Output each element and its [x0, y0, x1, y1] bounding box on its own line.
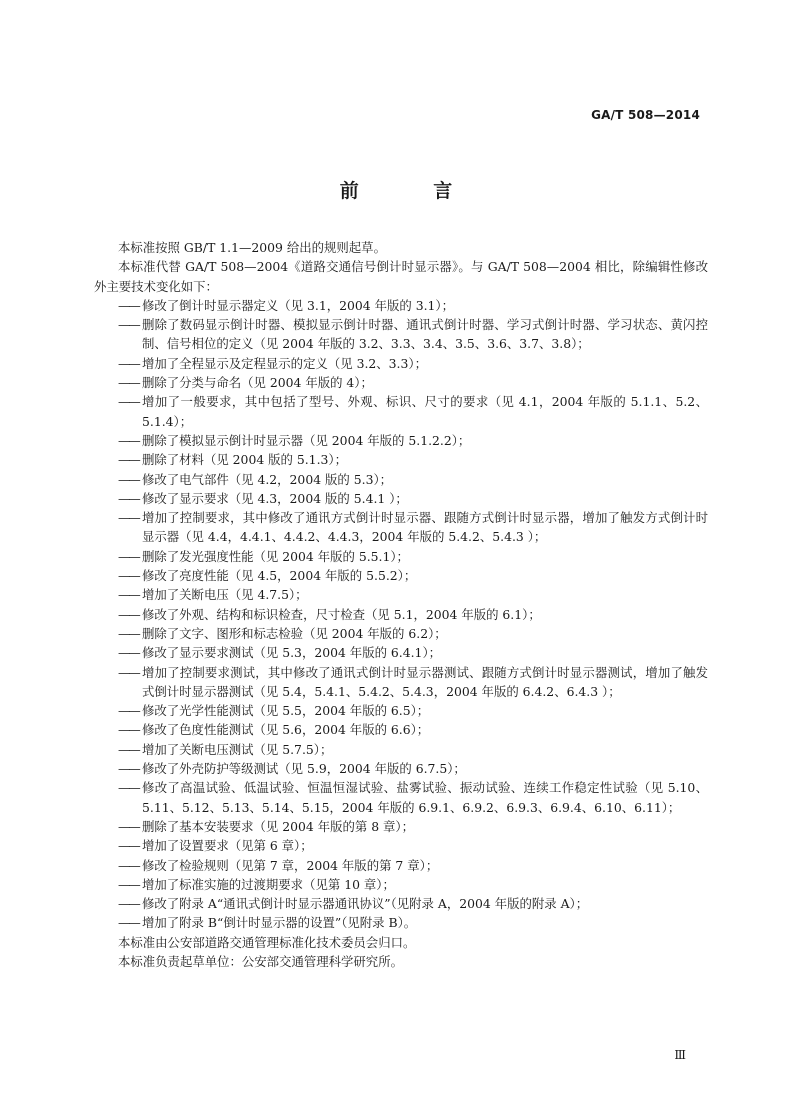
- change-list: [94, 296, 708, 933]
- em-dash-bullet: ——: [118, 432, 139, 448]
- change-list-item: [94, 508, 708, 547]
- em-dash-bullet: ——: [118, 896, 139, 912]
- change-list-item: [94, 624, 708, 643]
- page-number: Ⅲ: [674, 1048, 686, 1062]
- change-text: 修改了亮度性能（见 4.5，2004 年版的 5.5.2）；: [142, 568, 417, 584]
- change-text: 增加了设置要求（见第 6 章）；: [142, 838, 313, 854]
- change-text: 修改了外观、结构和标识检查，尺寸检查（见 5.1，2004 年版的 6.1）；: [142, 606, 541, 622]
- change-text: 增加了关断电压（见 4.7.5）；: [142, 587, 308, 603]
- change-text: 修改了检验规则（见第 7 章，2004 年版的第 7 章）；: [142, 857, 439, 873]
- closing-paragraph: 本标准由公安部道路交通管理标准化技术委员会归口。: [118, 934, 416, 950]
- change-text: 删除了模拟显示倒计时显示器（见 2004 年版的 5.1.2.2）；: [142, 432, 471, 448]
- em-dash-bullet: ——: [118, 818, 139, 834]
- change-list-item: [94, 875, 708, 894]
- change-list-item: [94, 489, 708, 508]
- change-text: 删除了发光强度性能（见 2004 年版的 5.5.1）；: [142, 548, 409, 564]
- em-dash-bullet: ——: [118, 741, 139, 757]
- change-list-item: [94, 663, 708, 702]
- em-dash-bullet: ——: [118, 452, 139, 468]
- em-dash-bullet: ——: [118, 857, 139, 873]
- change-list-item: [94, 778, 708, 817]
- change-text: 删除了文字、图形和标志检验（见 2004 年版的 6.2）；: [142, 625, 447, 641]
- change-list-item: [94, 392, 708, 431]
- change-text: 删除了基本安装要求（见 2004 年版的第 8 章）；: [142, 818, 415, 834]
- em-dash-bullet: ——: [118, 780, 139, 796]
- change-list-item: [94, 431, 708, 450]
- document-body: [94, 238, 708, 971]
- change-list-item: [94, 296, 708, 315]
- page-title: 前 言: [339, 180, 487, 202]
- change-text: 增加了控制要求测试，其中修改了通讯式倒计时显示器测试、跟随方式倒计时显示器测试，增加了触发式倒计时显示器测试（见 5.4，5.4.1、5.4.2、5.4.3，2004 年版的 6.4.2、6.4.3 ）；: [142, 664, 708, 699]
- change-text: 修改了光学性能测试（见 5.5，2004 年版的 6.5）；: [142, 703, 430, 719]
- change-text: 修改了色度性能测试（见 5.6，2004 年版的 6.6）；: [142, 722, 430, 738]
- change-list-item: [94, 470, 708, 489]
- change-text: 删除了分类与命名（见 2004 年版的 4）；: [142, 375, 373, 391]
- change-text: 修改了电气部件（见 4.2，2004 版的 5.3）；: [142, 471, 393, 487]
- change-text: 增加了一般要求，其中包括了型号、外观、标识、尺寸的要求（见 4.1，2004 年版的 5.1.1、5.2、5.1.4）；: [142, 394, 708, 429]
- change-list-item: [94, 894, 708, 913]
- em-dash-bullet: ——: [118, 490, 139, 506]
- change-list-item: [94, 605, 708, 624]
- change-text: 修改了倒计时显示器定义（见 3.1，2004 年版的 3.1）；: [142, 297, 454, 313]
- em-dash-bullet: ——: [118, 510, 139, 526]
- change-text: 修改了附录 A“通讯式倒计时显示器通讯协议”（见附录 A，2004 年版的附录 A）；: [142, 896, 589, 912]
- intro-paragraph: 本标准代替 GA/T 508—2004《道路交通信号倒计时显示器》。与 GA/T 508—2004 相比，除编辑性修改外主要技术变化如下：: [94, 259, 708, 294]
- intro-paragraph: 本标准按照 GB/T 1.1—2009 给出的规则起草。: [118, 240, 386, 255]
- em-dash-bullet: ——: [118, 722, 139, 738]
- em-dash-bullet: ——: [118, 587, 139, 603]
- em-dash-bullet: ——: [118, 568, 139, 584]
- em-dash-bullet: ——: [118, 375, 139, 391]
- em-dash-bullet: ——: [118, 394, 139, 410]
- em-dash-bullet: ——: [118, 876, 139, 892]
- change-list-item: [94, 315, 708, 354]
- standard-number: GA/T 508—2014: [591, 108, 700, 122]
- em-dash-bullet: ——: [118, 664, 139, 680]
- change-text: 增加了全程显示及定程显示的定义（见 3.2、3.3）；: [142, 355, 427, 371]
- change-list-item: [94, 913, 708, 932]
- change-list-item: [94, 817, 708, 836]
- change-text: 修改了显示要求（见 4.3，2004 版的 5.4.1 ）；: [142, 490, 408, 506]
- change-list-item: [94, 585, 708, 604]
- change-text: 增加了标准实施的过渡期要求（见第 10 章）；: [142, 876, 395, 892]
- em-dash-bullet: ——: [118, 355, 139, 371]
- em-dash-bullet: ——: [118, 703, 139, 719]
- em-dash-bullet: ——: [118, 297, 139, 313]
- change-text: 增加了控制要求，其中修改了通讯方式倒计时显示器、跟随方式倒计时显示器，增加了触发方式倒计时显示器（见 4.4，4.4.1、4.4.2、4.4.3，2004 年版的 5.4.2、5.4.3 ）；: [142, 510, 708, 545]
- change-list-item: [94, 701, 708, 720]
- em-dash-bullet: ——: [118, 317, 139, 333]
- em-dash-bullet: ——: [118, 838, 139, 854]
- change-text: 增加了关断电压测试（见 5.7.5）；: [142, 741, 333, 757]
- closing-paragraph: 本标准负责起草单位：公安部交通管理科学研究所。: [118, 953, 403, 969]
- change-list-item: [94, 740, 708, 759]
- em-dash-bullet: ——: [118, 606, 139, 622]
- change-text: 修改了高温试验、低温试验、恒温恒湿试验、盐雾试验、振动试验、连续工作稳定性试验（见 5.10、5.11、5.12、5.13、5.14、5.15，2004 年版的 6.9.1、6.9.2、6.9.3、6.9.4、6.10、6.11）；: [142, 780, 708, 815]
- change-list-item: [94, 720, 708, 739]
- em-dash-bullet: ——: [118, 761, 139, 777]
- change-list-item: [94, 547, 708, 566]
- change-list-item: [94, 643, 708, 662]
- change-list-item: [94, 450, 708, 469]
- em-dash-bullet: ——: [118, 471, 139, 487]
- change-text: 删除了数码显示倒计时器、模拟显示倒计时器、通讯式倒计时器、学习式倒计时器、学习状态、黄闪控制、信号相位的定义（见 2004 年版的 3.2、3.3、3.4、3.5、3.6、3.7、3.8）；: [142, 317, 708, 352]
- change-text: 修改了外壳防护等级测试（见 5.9，2004 年版的 6.7.5）；: [142, 761, 466, 777]
- em-dash-bullet: ——: [118, 625, 139, 641]
- change-list-item: [94, 836, 708, 855]
- em-dash-bullet: ——: [118, 548, 139, 564]
- change-list-item: [94, 566, 708, 585]
- change-list-item: [94, 759, 708, 778]
- change-text: 修改了显示要求测试（见 5.3，2004 年版的 6.4.1）；: [142, 645, 442, 661]
- change-text: 增加了附录 B“倒计时显示器的设置”（见附录 B）。: [142, 915, 417, 931]
- em-dash-bullet: ——: [118, 645, 139, 661]
- em-dash-bullet: ——: [118, 915, 139, 931]
- change-list-item: [94, 373, 708, 392]
- change-text: 删除了材料（见 2004 版的 5.1.3）；: [142, 452, 347, 468]
- change-list-item: [94, 354, 708, 373]
- change-list-item: [94, 856, 708, 875]
